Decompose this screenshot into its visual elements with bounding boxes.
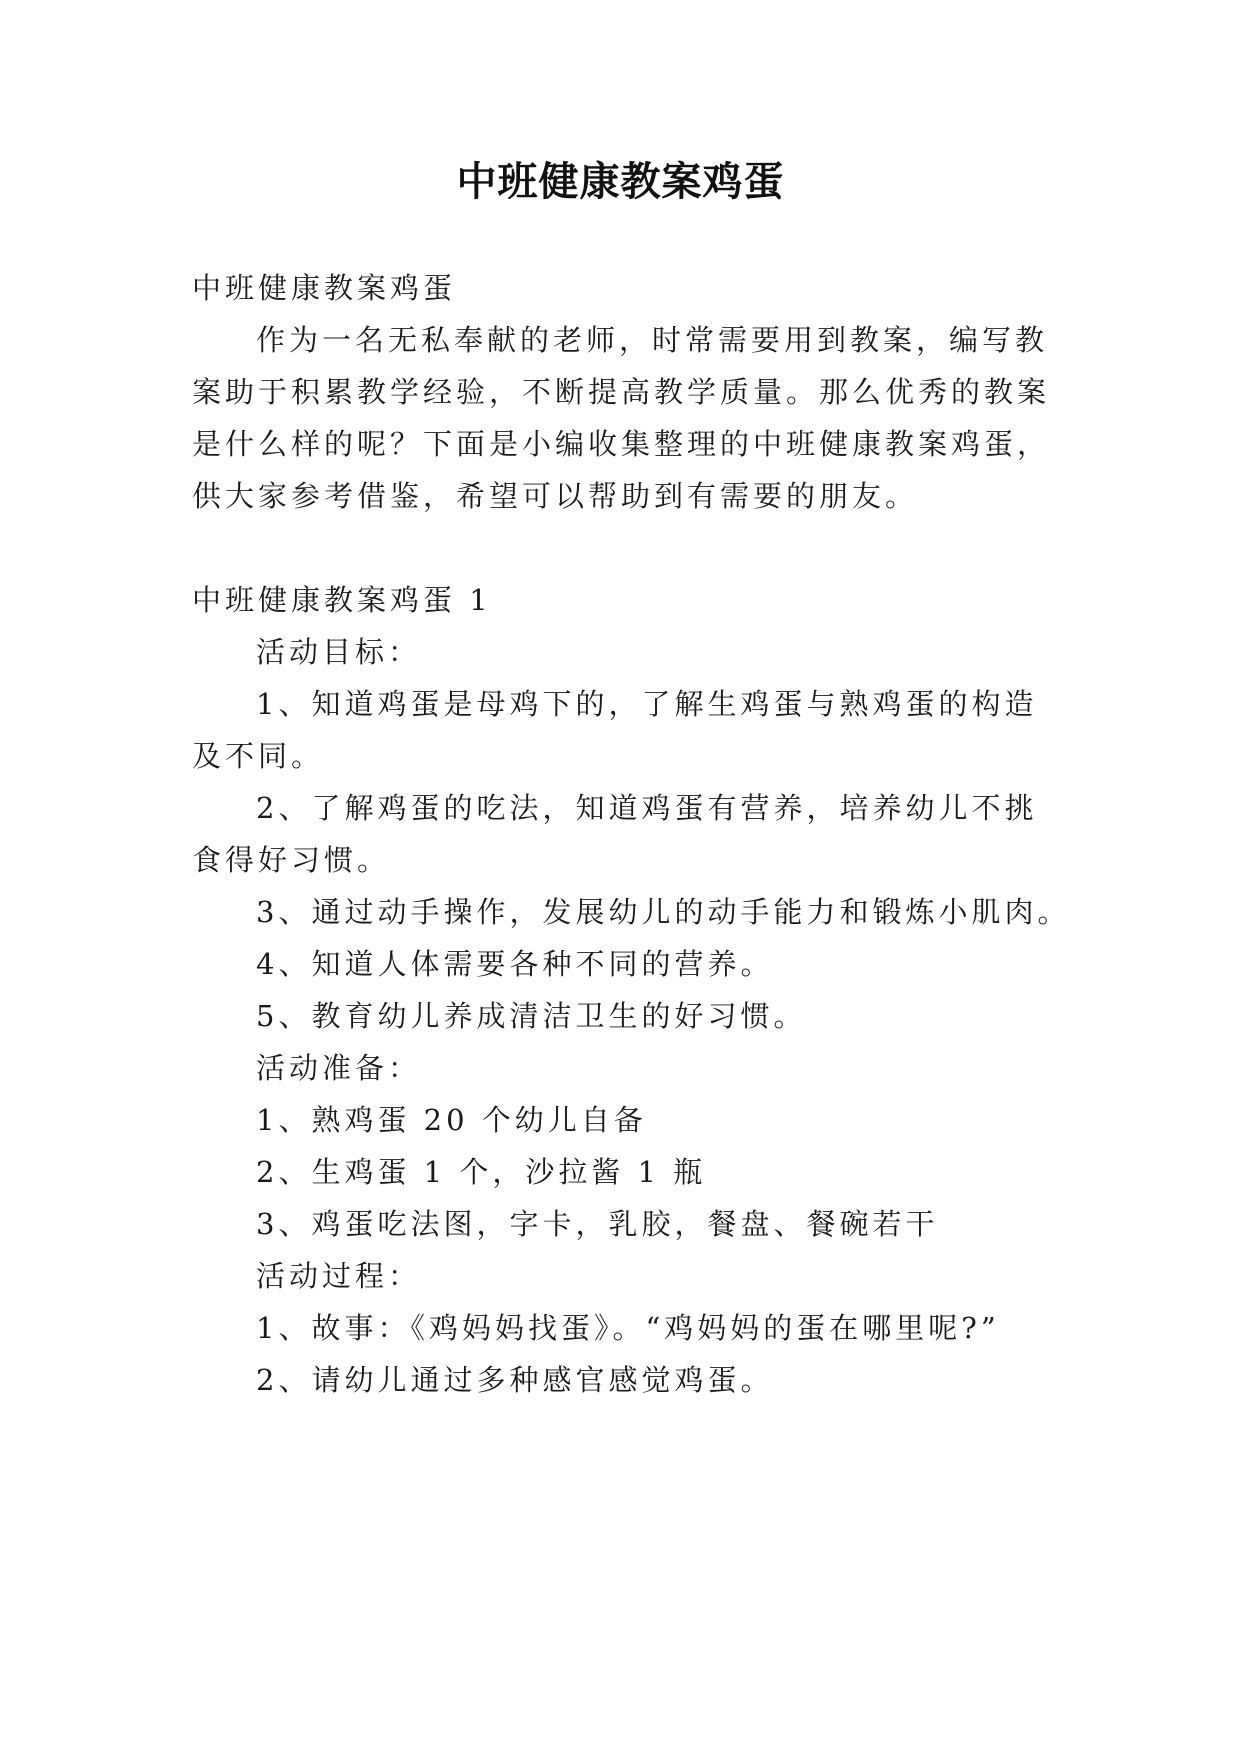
prep3: 3、鸡蛋吃法图，字卡，乳胶，餐盘、餐碗若干 — [256, 1207, 939, 1241]
process1: 1、故事：《鸡妈妈找蛋》。“鸡妈妈的蛋在哪里呢?” — [256, 1311, 1000, 1345]
prep2: 2、生鸡蛋 1 个，沙拉酱 1 瓶 — [256, 1155, 707, 1189]
intro-line-4: 供大家参考借鉴，希望可以帮助到有需要的朋友。 — [192, 479, 919, 513]
prep1: 1、熟鸡蛋 20 个幼儿自备 — [256, 1103, 647, 1137]
document-title: 中班健康教案鸡蛋 — [456, 159, 785, 205]
goal1-line1: 1、知道鸡蛋是母鸡下的，了解生鸡蛋与熟鸡蛋的构造 — [256, 687, 1038, 721]
intro-line-1: 作为一名无私奉献的老师，时常需要用到教案，编写教 — [256, 323, 1049, 357]
intro-line-2: 案助于积累教学经验，不断提高教学质量。那么优秀的教案 — [192, 375, 1051, 409]
document-subtitle: 中班健康教案鸡蛋 — [192, 271, 457, 305]
intro-line-3: 是什么样的呢？下面是小编收集整理的中班健康教案鸡蛋， — [192, 427, 1051, 461]
process2: 2、请幼儿通过多种感官感觉鸡蛋。 — [256, 1363, 774, 1397]
goal3: 3、通过动手操作，发展幼儿的动手能力和锻炼小肌肉。 — [256, 895, 1071, 929]
goal1-line2: 及不同。 — [192, 739, 325, 773]
prep-heading: 活动准备： — [256, 1051, 422, 1085]
goals-heading: 活动目标： — [256, 635, 422, 669]
goal5: 5、教育幼儿养成清洁卫生的好习惯。 — [256, 999, 807, 1033]
section1-heading: 中班健康教案鸡蛋 1 — [192, 583, 492, 617]
goal2-line2: 食得好习惯。 — [192, 843, 391, 877]
process-heading: 活动过程： — [256, 1259, 422, 1293]
goal4: 4、知道人体需要各种不同的营养。 — [256, 947, 774, 981]
goal2-line1: 2、了解鸡蛋的吃法，知道鸡蛋有营养，培养幼儿不挑 — [256, 791, 1038, 825]
